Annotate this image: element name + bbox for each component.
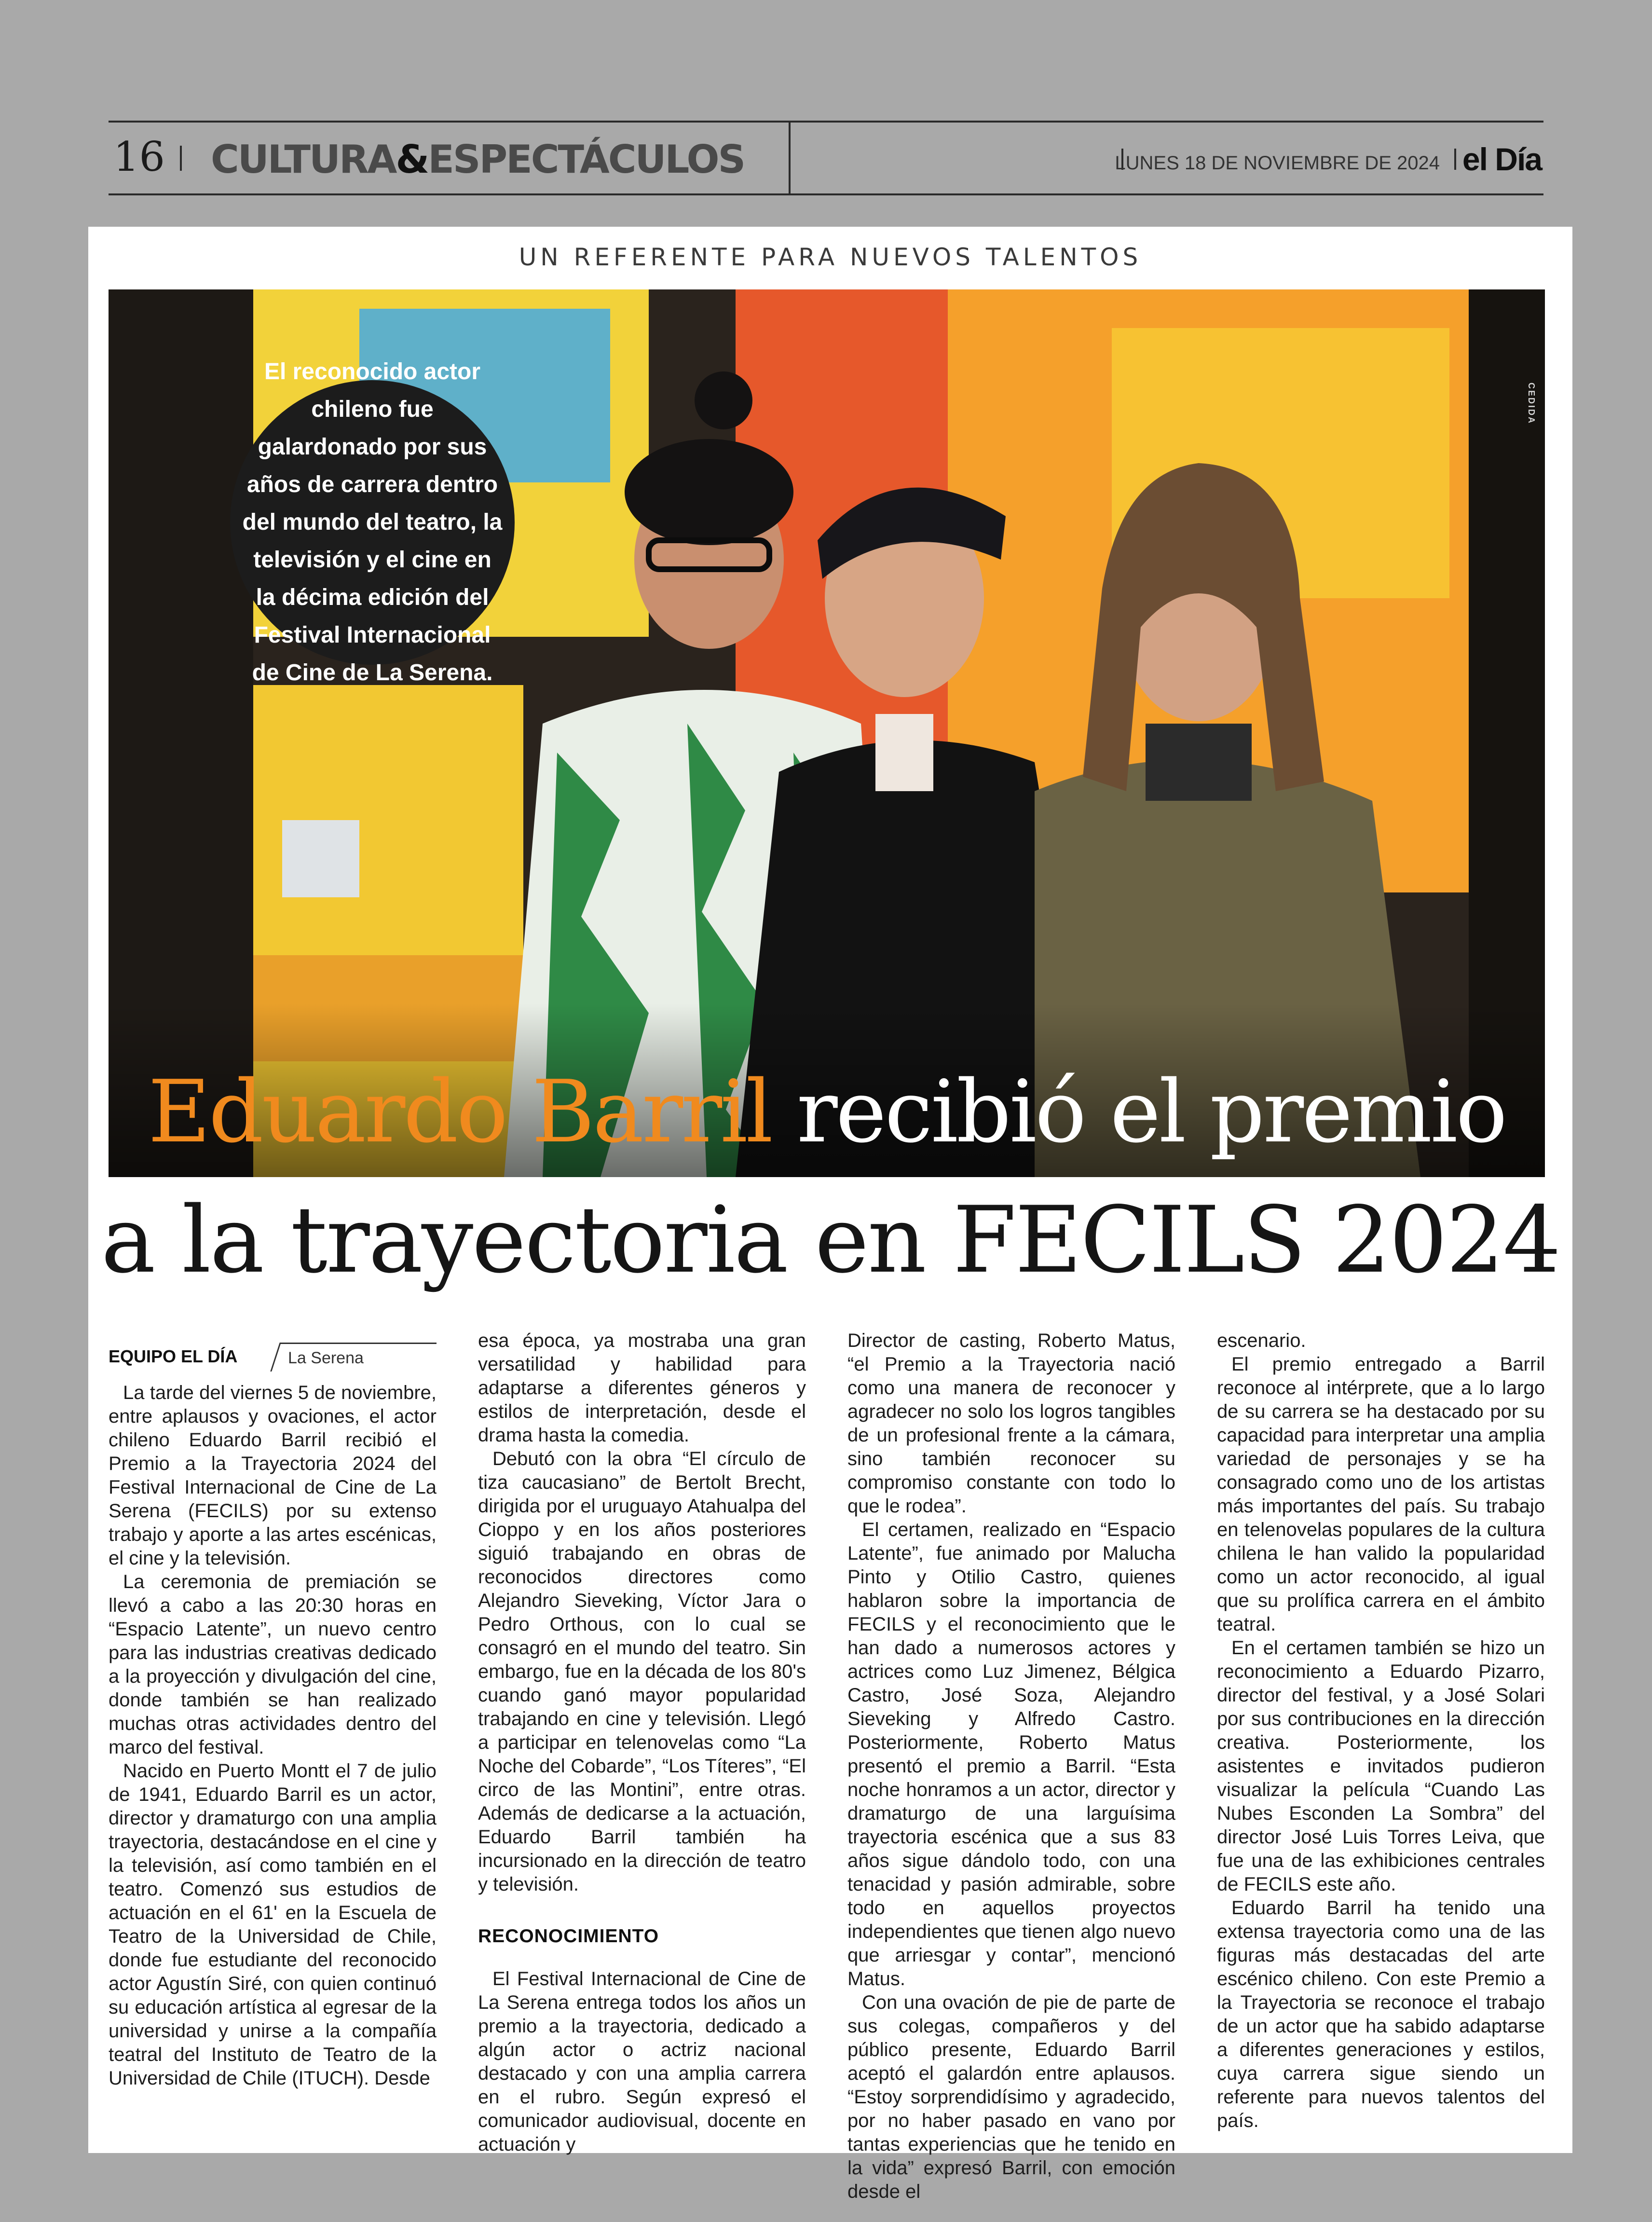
byline <box>109 1329 437 1381</box>
column-4 <box>1217 1329 1545 2133</box>
column-2 <box>478 1329 806 2156</box>
headline-line1 <box>109 1047 1545 1177</box>
section-title <box>211 137 744 182</box>
caption-bubble <box>230 359 515 686</box>
header-divider <box>180 146 182 171</box>
subheading: RECONOCIMIENTO <box>478 1926 659 1947</box>
article-photo <box>109 289 1545 1177</box>
section-title-rest: ESPECTÁCULOS <box>428 137 745 182</box>
byline-slash <box>270 1343 281 1372</box>
section-title-main: CULTURA <box>211 137 396 182</box>
page-number: 16 <box>113 133 165 180</box>
headline-line2: a la trayectoria en FECILS 2024 <box>101 1187 1560 1293</box>
byline-rule <box>280 1343 437 1344</box>
paragraph: La tarde del viernes 5 de noviembre, entre aplausos y ovaciones, el actor chileno Eduardo Barril recibió el Premio a la Trayectoria 2024 del Festival Internacional de Cine de La Serena (FECILS) por su extenso trabajo y aporte a las artes escénicas, el cine y la televisión. <box>109 1382 437 1569</box>
caption-bubble-text: El reconocido actor chileno fue galardonado por sus años de carrera dentro del mundo del teatro, la televisión y el cine en la décima edición del Festival Internacional de Cine de La Serena. <box>242 359 503 686</box>
paragraph: El Festival Internacional de Cine de La Serena entrega todos los años un premio a la trayectoria, dedicado a algún actor o actriz nacional destacado y con una amplia carrera en el rubro. Según expresó el comunicador audiovisual, docente en actuación y <box>478 1968 806 2155</box>
byline-author: EQUIPO EL DÍA <box>109 1346 238 1366</box>
issue-date: LUNES 18 DE NOVIEMBRE DE 2024 <box>1115 152 1440 174</box>
column-1 <box>109 1329 437 2090</box>
header-divider <box>1454 149 1456 170</box>
paragraph: Nacido en Puerto Montt el 7 de julio de 1941, Eduardo Barril es un actor, director y dramaturgo con una amplia trayectoria, destacándose en el cine y la televisión, así como también en el teatro. Comenzó sus estudios de actuación en el 61' en la Escuela de Teatro de la Universidad de Chile, donde fue estudiante del reconocido actor Agustín Siré, con quien continuó su educación artística al egresar de la universidad y unirse a la compañía teatral del Instituto de Teatro de la Universidad de Chile (ITUCH). Desde <box>109 1760 437 2089</box>
article-card <box>88 227 1572 2202</box>
section-title-amp: & <box>396 137 428 182</box>
headline-rest: recibió el premio <box>771 1062 1506 1162</box>
byline-place: La Serena <box>288 1349 364 1367</box>
paragraph: El certamen, realizado en “Espacio Latente”, fue animado por Malucha Pinto y Otilio Castro, quienes hablaron sobre la importancia de FECILS y el reconocimiento que le han dado a numerosos actores y actrices como Luz Jimenez, Bélgica Castro, José Soza, Alejandro Sieveking y Alfredo Castro. Posteriormente, Roberto Matus presentó el premio a Barril. “Esta noche honramos a un actor, director y dramaturgo de una larguísima trayectoria escénica que a sus 83 años sigue dándolo todo, con una tenacidad y pasión admirable, sobre todo en aquellos proyectos independientes que tienen algo nuevo que arriesgar y contar”, mencionó Matus. <box>847 1519 1175 1989</box>
headline-highlight: Eduardo Barril <box>148 1062 772 1162</box>
newspaper-logo: el Día <box>1462 141 1542 177</box>
paragraph: Con una ovación de pie de parte de sus colegas, compañeros y del público presente, Eduardo Barril aceptó el galardón entre aplausos. “Estoy sorprendidísimo y agradecido, por no haber pasado en vano por tantas experiencias que he tenido en la vida” expresó Barril, con emoción desde el <box>847 1992 1175 2202</box>
article-body <box>109 1329 1545 2202</box>
paragraph: La ceremonia de premiación se llevó a cabo a las 20:30 horas en “Espacio Latente”, un nuevo centro para las industrias creativas dedicado a la proyección y divulgación del cine, donde también se han realizado muchas otras actividades dentro del marco del festival. <box>109 1571 437 1758</box>
article-kicker: UN REFERENTE PARA NUEVOS TALENTOS <box>519 243 1142 271</box>
column-3 <box>847 1329 1175 2204</box>
photo-credit: CEDIDA <box>1527 382 1536 425</box>
paragraph: esa época, ya mostraba una gran versatilidad y habilidad para adaptarse a diferentes géneros y estilos de interpretación, desde el drama hasta la comedia. <box>478 1330 806 1446</box>
page-header <box>109 121 1543 195</box>
paragraph: Debutó con la obra “El círculo de tiza caucasiano” de Bertolt Brecht, dirigida por el uruguayo Atahualpa del Cioppo y en los años posteriores siguió trabajando en obras de reconocidos directores como Alejandro Sieveking, Víctor Jara o Pedro Orthous, con lo cual se consagró en el mundo del teatro. Sin embargo, fue en la década de los 80's cuando ganó mayor popularidad trabajando en cine y televisión. Llegó a participar en telenovelas como “La Noche del Cobarde”, “Los Títeres”, “El circo de las Montini”, entre otras. Además de dedicarse a la actuación, Eduardo Barril también ha incursionado en la dirección de teatro y televisión. <box>478 1448 806 1895</box>
paragraph: En el certamen también se hizo un reconocimiento a Eduardo Pizarro, director del festival, y a José Solari por sus contribuciones en la dirección creativa. Posteriormente, los asistentes e invitados pudieron visualizar la película “Cuando Las Nubes Esconden La Sombra” del director José Luis Torres Leiva, que fue una de las exhibiciones centrales de FECILS este año. <box>1217 1637 1545 1895</box>
paragraph: escenario. <box>1217 1330 1306 1351</box>
header-divider <box>789 123 791 193</box>
paragraph: Director de casting, Roberto Matus, “el Premio a la Trayectoria nació como una manera de reconocer y agradecer no solo los logros tangibles de un profesional frente a la cámara, sino también reconocer su compromiso constante con todo lo que le rodea”. <box>847 1330 1175 1517</box>
paragraph: El premio entregado a Barril reconoce al intérprete, que a lo largo de su carrera se ha destacado por su capacidad para interpretar una amplia variedad de personajes y se ha consagrado como uno de los artistas más importantes del país. Su trabajo en telenovelas populares de la cultura chilena le han valido la popularidad como un actor reconocido, al igual que su prolífica carrera en el ámbito teatral. <box>1217 1354 1545 1635</box>
paragraph: Eduardo Barril ha tenido una extensa trayectoria como una de las figuras más destacadas del arte escénico chileno. Con este Premio a la Trayectoria se reconoce el trabajo de un actor que ha sabido adaptarse a diferentes generaciones y estilos, cuya carrera sigue siendo un referente para nuevos talentos del país. <box>1217 1897 1545 2131</box>
